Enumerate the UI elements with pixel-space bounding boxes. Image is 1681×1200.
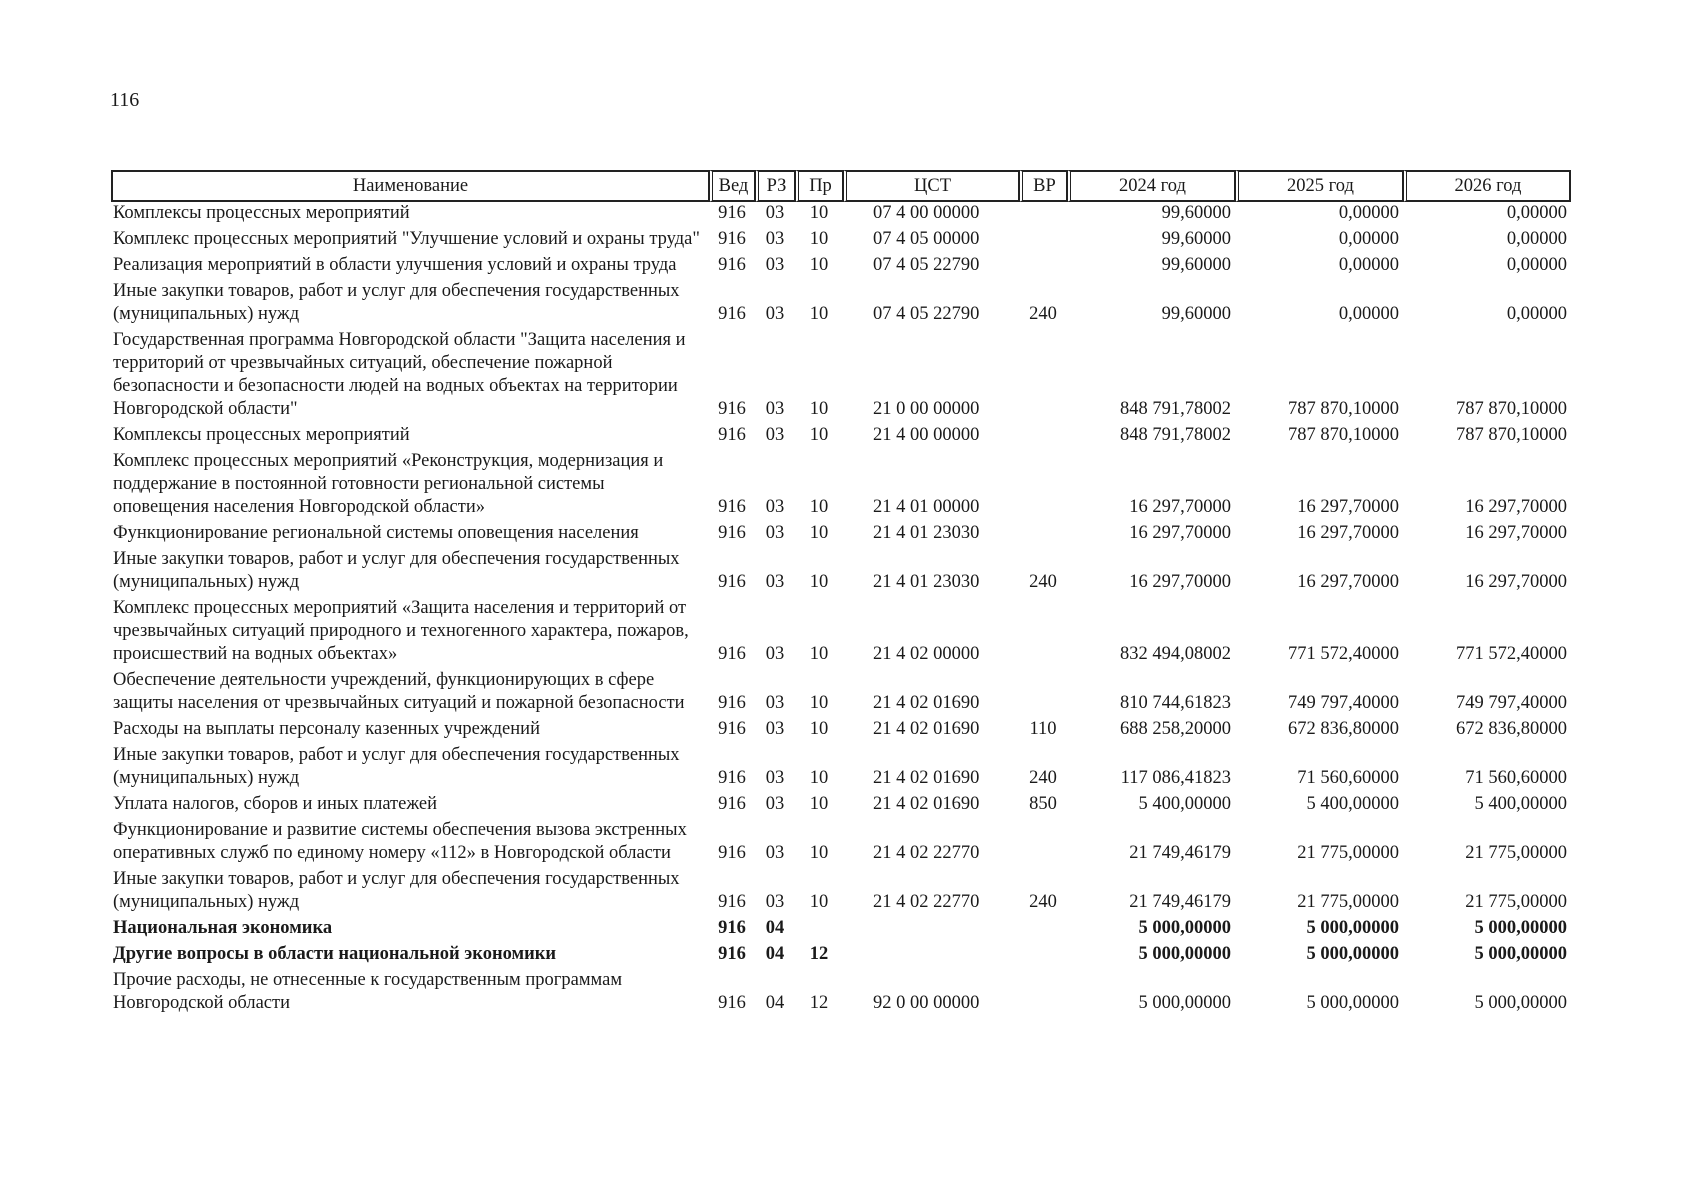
- row-cst: 92 0 00 00000: [873, 993, 980, 1013]
- row-amount-2024: 5 000,00000: [1138, 993, 1231, 1013]
- row-ved: 916: [718, 497, 746, 517]
- row-pr: 10: [809, 399, 829, 419]
- row-name: Комплексы процессных мероприятий: [113, 425, 410, 445]
- row-amount-2024: 5 000,00000: [1138, 944, 1231, 964]
- row-ved: 916: [718, 768, 746, 788]
- budget-table: [111, 170, 1571, 1018]
- row-vr: 240: [1029, 304, 1057, 324]
- row-amount-2026: 672 836,80000: [1456, 719, 1567, 739]
- row-amount-2024: 21 749,46179: [1129, 843, 1231, 863]
- row-pr: 10: [809, 425, 829, 445]
- table-row: [111, 669, 1571, 718]
- row-amount-2024: 99,60000: [1161, 203, 1231, 223]
- row-amount-2026: 16 297,70000: [1465, 523, 1567, 543]
- row-amount-2024: 848 791,78002: [1120, 399, 1231, 419]
- row-amount-2025: 5 000,00000: [1306, 918, 1399, 938]
- row-pr: 10: [809, 843, 829, 863]
- row-rz: 03: [765, 399, 785, 419]
- table-row: [111, 917, 1571, 943]
- row-amount-2026: 16 297,70000: [1465, 572, 1567, 592]
- row-rz: 04: [765, 944, 785, 964]
- row-cst: 21 4 01 23030: [873, 523, 980, 543]
- row-cst: 21 0 00 00000: [873, 399, 980, 419]
- row-amount-2026: 0,00000: [1506, 304, 1567, 324]
- row-cst: 21 4 02 22770: [873, 843, 980, 863]
- table-row: [111, 548, 1571, 597]
- row-amount-2025: 0,00000: [1338, 229, 1399, 249]
- row-amount-2025: 0,00000: [1338, 304, 1399, 324]
- table-row: [111, 280, 1571, 329]
- row-amount-2025: 0,00000: [1338, 255, 1399, 275]
- row-amount-2025: 16 297,70000: [1297, 523, 1399, 543]
- row-vr: [1019, 819, 1067, 868]
- row-pr: 12: [809, 993, 829, 1013]
- row-rz: 03: [765, 304, 785, 324]
- row-amount-2025: 771 572,40000: [1288, 644, 1399, 664]
- header-2024: 2024 год: [1067, 170, 1235, 202]
- header-vr: ВР: [1019, 170, 1067, 202]
- row-vr: 850: [1029, 794, 1057, 814]
- row-cst: 21 4 00 00000: [873, 425, 980, 445]
- row-rz: 03: [765, 203, 785, 223]
- row-vr: [1019, 917, 1067, 943]
- row-amount-2026: 5 000,00000: [1474, 993, 1567, 1013]
- row-cst: 21 4 01 00000: [873, 497, 980, 517]
- row-amount-2026: 0,00000: [1506, 203, 1567, 223]
- row-ved: 916: [718, 425, 746, 445]
- row-amount-2025: 21 775,00000: [1297, 892, 1399, 912]
- row-vr: 240: [1029, 892, 1057, 912]
- row-cst: 21 4 02 01690: [873, 794, 980, 814]
- row-amount-2026: 0,00000: [1506, 229, 1567, 249]
- row-ved: 916: [718, 892, 746, 912]
- row-ved: 916: [718, 644, 746, 664]
- row-name: Комплексы процессных мероприятий: [113, 203, 410, 223]
- row-vr: 240: [1029, 572, 1057, 592]
- row-rz: 03: [765, 497, 785, 517]
- row-amount-2025: 5 000,00000: [1306, 944, 1399, 964]
- row-pr: 10: [809, 523, 829, 543]
- header-2025: 2025 год: [1235, 170, 1403, 202]
- row-pr: 10: [809, 768, 829, 788]
- row-amount-2026: 71 560,60000: [1465, 768, 1567, 788]
- table-header: [111, 170, 1571, 202]
- row-vr: [1019, 202, 1067, 228]
- row-name: Функционирование и развитие системы обеспечения вызова экстренных оперативных служб по единому номеру «112» в Новгородской области: [113, 820, 687, 863]
- row-pr: 10: [809, 572, 829, 592]
- row-amount-2025: 787 870,10000: [1288, 399, 1399, 419]
- row-amount-2024: 99,60000: [1161, 229, 1231, 249]
- page-number: 116: [110, 89, 140, 111]
- header-2026: 2026 год: [1403, 170, 1571, 202]
- row-amount-2026: 5 000,00000: [1474, 918, 1567, 938]
- row-ved: 916: [718, 693, 746, 713]
- row-vr: [1019, 522, 1067, 548]
- row-vr: [1019, 228, 1067, 254]
- row-rz: 03: [765, 644, 785, 664]
- row-amount-2025: 21 775,00000: [1297, 843, 1399, 863]
- row-amount-2025: 71 560,60000: [1297, 768, 1399, 788]
- header-cst: ЦСТ: [843, 170, 1019, 202]
- row-amount-2025: 5 000,00000: [1306, 993, 1399, 1013]
- row-cst: [843, 943, 1019, 969]
- row-amount-2025: 749 797,40000: [1288, 693, 1399, 713]
- row-amount-2025: 16 297,70000: [1297, 497, 1399, 517]
- table-row: [111, 254, 1571, 280]
- row-ved: 916: [718, 399, 746, 419]
- row-pr: 12: [809, 944, 829, 964]
- table-row: [111, 744, 1571, 793]
- row-amount-2025: 5 400,00000: [1306, 794, 1399, 814]
- table-row: [111, 202, 1571, 228]
- row-name: Реализация мероприятий в области улучшения условий и охраны труда: [113, 255, 677, 275]
- row-ved: 916: [718, 523, 746, 543]
- row-vr: 110: [1029, 719, 1057, 739]
- table-body: [111, 202, 1571, 1018]
- row-rz: 03: [765, 572, 785, 592]
- row-name: Иные закупки товаров, работ и услуг для обеспечения государственных (муниципальных) нужд: [113, 549, 680, 592]
- table-row: [111, 424, 1571, 450]
- row-cst: 21 4 02 01690: [873, 719, 980, 739]
- row-vr: [1019, 450, 1067, 522]
- row-ved: 916: [718, 229, 746, 249]
- row-rz: 03: [765, 719, 785, 739]
- header-name: Наименование: [111, 170, 709, 202]
- row-vr: [1019, 424, 1067, 450]
- row-amount-2024: 832 494,08002: [1120, 644, 1231, 664]
- row-pr: 10: [809, 719, 829, 739]
- row-vr: [1019, 943, 1067, 969]
- row-amount-2024: 21 749,46179: [1129, 892, 1231, 912]
- row-rz: 03: [765, 843, 785, 863]
- row-amount-2024: 99,60000: [1161, 255, 1231, 275]
- row-ved: 916: [718, 918, 746, 938]
- row-cst: 21 4 02 01690: [873, 693, 980, 713]
- row-cst: 07 4 05 22790: [873, 304, 980, 324]
- row-cst: 07 4 00 00000: [873, 203, 980, 223]
- table-row: [111, 522, 1571, 548]
- row-ved: 916: [718, 843, 746, 863]
- table-row: [111, 329, 1571, 424]
- row-ved: 916: [718, 719, 746, 739]
- table-row: [111, 718, 1571, 744]
- row-rz: 03: [765, 255, 785, 275]
- row-rz: 03: [765, 523, 785, 543]
- row-cst: 21 4 02 01690: [873, 768, 980, 788]
- row-name: Комплекс процессных мероприятий "Улучшение условий и охраны труда": [113, 229, 700, 249]
- table-row: [111, 868, 1571, 917]
- row-ved: 916: [718, 944, 746, 964]
- row-name: Иные закупки товаров, работ и услуг для обеспечения государственных (муниципальных) нужд: [113, 745, 680, 788]
- row-ved: 916: [718, 304, 746, 324]
- row-name: Комплекс процессных мероприятий «Защита населения и территорий от чрезвычайных ситуаций природного и техногенного характера, пожаров, происшествий на водных объектах»: [113, 598, 689, 664]
- row-amount-2024: 5 400,00000: [1138, 794, 1231, 814]
- row-name: Государственная программа Новгородской области "Защита населения и территорий от чрезвычайных ситуаций, обеспечение пожарной безопасности и безопасности людей на водных объектах на территории Новгородской области": [113, 330, 686, 419]
- row-rz: 03: [765, 892, 785, 912]
- row-amount-2024: 16 297,70000: [1129, 523, 1231, 543]
- row-name: Расходы на выплаты персоналу казенных учреждений: [113, 719, 540, 739]
- row-amount-2024: 16 297,70000: [1129, 572, 1231, 592]
- row-ved: 916: [718, 794, 746, 814]
- row-amount-2026: 16 297,70000: [1465, 497, 1567, 517]
- row-amount-2024: 117 086,41823: [1120, 768, 1231, 788]
- header-ved: Вед: [709, 170, 755, 202]
- row-vr: 240: [1029, 768, 1057, 788]
- row-cst: 21 4 02 22770: [873, 892, 980, 912]
- header-pr: Пр: [795, 170, 843, 202]
- row-amount-2024: 99,60000: [1161, 304, 1231, 324]
- table-row: [111, 597, 1571, 669]
- row-amount-2026: 21 775,00000: [1465, 843, 1567, 863]
- row-amount-2025: 787 870,10000: [1288, 425, 1399, 445]
- row-pr: 10: [809, 497, 829, 517]
- row-amount-2024: 688 258,20000: [1120, 719, 1231, 739]
- table-row: [111, 819, 1571, 868]
- row-cst: 21 4 02 00000: [873, 644, 980, 664]
- row-pr: [795, 917, 843, 943]
- row-cst: [843, 917, 1019, 943]
- row-amount-2024: 810 744,61823: [1120, 693, 1231, 713]
- row-vr: [1019, 969, 1067, 1018]
- row-amount-2026: 787 870,10000: [1456, 425, 1567, 445]
- row-amount-2025: 672 836,80000: [1288, 719, 1399, 739]
- row-rz: 03: [765, 794, 785, 814]
- row-ved: 916: [718, 572, 746, 592]
- row-amount-2026: 21 775,00000: [1465, 892, 1567, 912]
- row-amount-2025: 0,00000: [1338, 203, 1399, 223]
- row-amount-2026: 787 870,10000: [1456, 399, 1567, 419]
- row-name: Функционирование региональной системы оповещения населения: [113, 523, 639, 543]
- row-name: Другие вопросы в области национальной экономики: [113, 944, 557, 964]
- row-name: Обеспечение деятельности учреждений, функционирующих в сфере защиты населения от чрезвычайных ситуаций и пожарной безопасности: [113, 670, 685, 713]
- row-cst: 07 4 05 00000: [873, 229, 980, 249]
- table-row: [111, 943, 1571, 969]
- row-amount-2024: 848 791,78002: [1120, 425, 1231, 445]
- row-name: Иные закупки товаров, работ и услуг для обеспечения государственных (муниципальных) нужд: [113, 869, 680, 912]
- row-vr: [1019, 597, 1067, 669]
- table-row: [111, 228, 1571, 254]
- row-name: Прочие расходы, не отнесенные к государственным программам Новгородской области: [113, 970, 623, 1013]
- row-amount-2024: 5 000,00000: [1138, 918, 1231, 938]
- row-amount-2026: 0,00000: [1506, 255, 1567, 275]
- row-amount-2026: 771 572,40000: [1456, 644, 1567, 664]
- row-rz: 04: [765, 918, 785, 938]
- row-pr: 10: [809, 255, 829, 275]
- row-amount-2025: 16 297,70000: [1297, 572, 1399, 592]
- row-vr: [1019, 254, 1067, 280]
- row-cst: 21 4 01 23030: [873, 572, 980, 592]
- row-ved: 916: [718, 203, 746, 223]
- row-pr: 10: [809, 693, 829, 713]
- row-pr: 10: [809, 304, 829, 324]
- row-ved: 916: [718, 993, 746, 1013]
- table-row: [111, 450, 1571, 522]
- row-amount-2026: 749 797,40000: [1456, 693, 1567, 713]
- row-pr: 10: [809, 794, 829, 814]
- row-name: Уплата налогов, сборов и иных платежей: [113, 794, 438, 814]
- row-ved: 916: [718, 255, 746, 275]
- row-amount-2026: 5 400,00000: [1474, 794, 1567, 814]
- row-rz: 03: [765, 768, 785, 788]
- row-cst: 07 4 05 22790: [873, 255, 980, 275]
- row-rz: 03: [765, 693, 785, 713]
- row-vr: [1019, 329, 1067, 424]
- table-row: [111, 793, 1571, 819]
- table-row: [111, 969, 1571, 1018]
- row-rz: 04: [765, 993, 785, 1013]
- row-name: Комплекс процессных мероприятий «Реконструкция, модернизация и поддержание в постоянной готовности региональной системы оповещения населения Новгородской области»: [113, 451, 664, 517]
- row-amount-2024: 16 297,70000: [1129, 497, 1231, 517]
- row-vr: [1019, 669, 1067, 718]
- row-rz: 03: [765, 229, 785, 249]
- row-pr: 10: [809, 229, 829, 249]
- row-pr: 10: [809, 203, 829, 223]
- row-rz: 03: [765, 425, 785, 445]
- row-name: Иные закупки товаров, работ и услуг для обеспечения государственных (муниципальных) нужд: [113, 281, 680, 324]
- row-pr: 10: [809, 644, 829, 664]
- row-name: Национальная экономика: [113, 918, 333, 938]
- row-amount-2026: 5 000,00000: [1474, 944, 1567, 964]
- row-pr: 10: [809, 892, 829, 912]
- header-rz: РЗ: [755, 170, 795, 202]
